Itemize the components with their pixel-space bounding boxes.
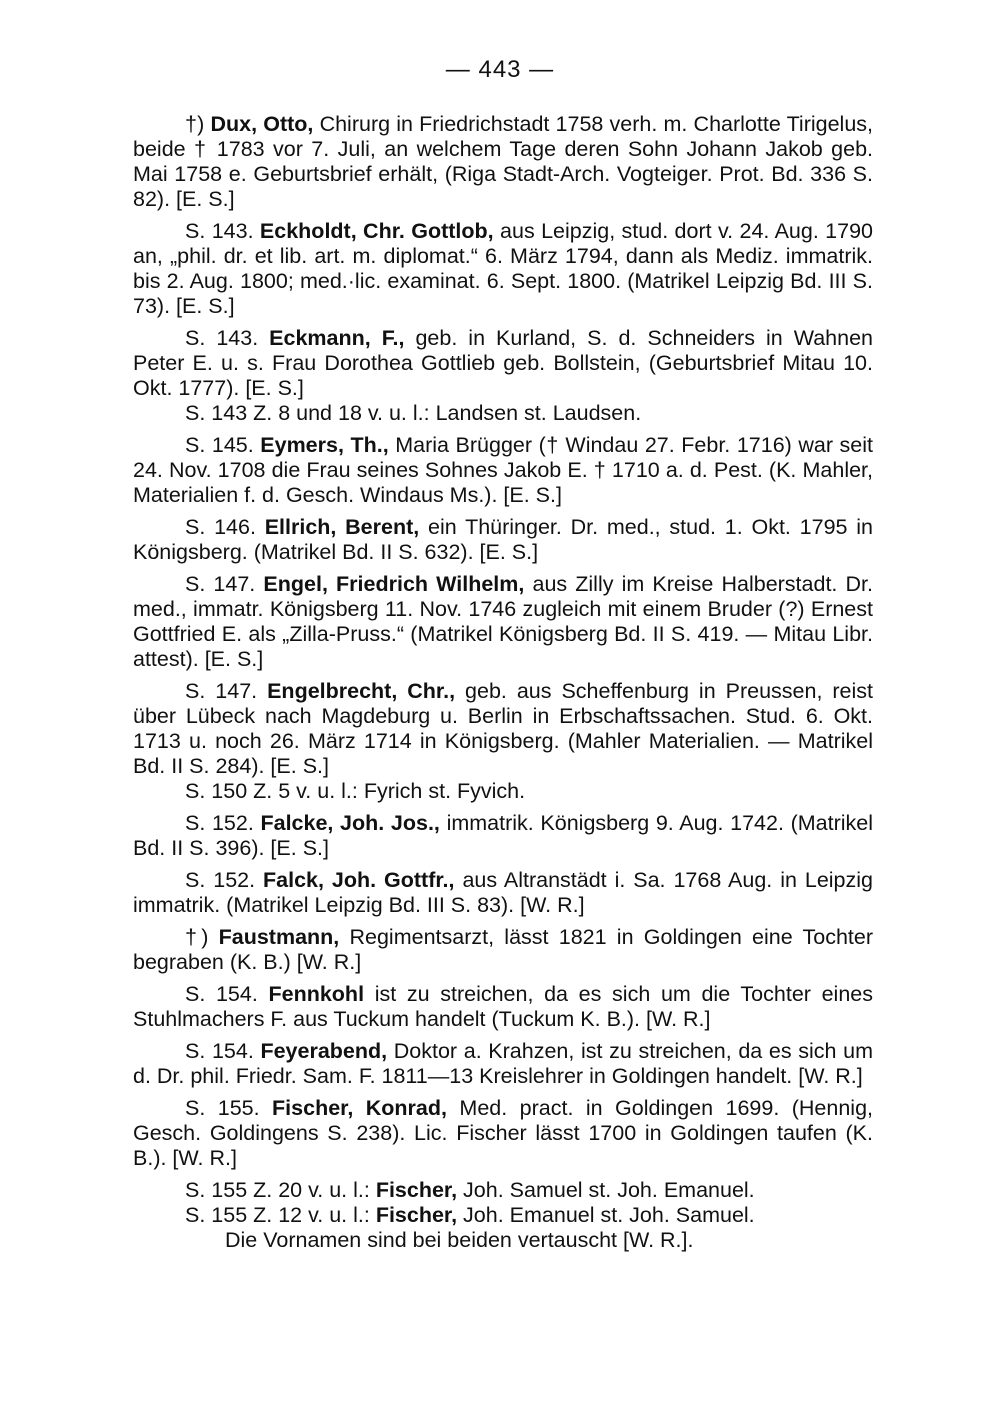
entry-name: Engelbrecht, Chr., xyxy=(267,679,456,703)
entry-falck xyxy=(133,868,873,918)
entry-name: Eymers, Th., xyxy=(260,433,389,457)
entry-text: Joh. Samuel st. Joh. Emanuel. xyxy=(457,1178,755,1202)
entry-text: Chirurg in Friedrichstadt 1758 verh. m. Charlotte Tirigelus, beide † 1783 vor 7. Juli, an welchem Tage deren Sohn Johann Jakob geb. Mai 1758 e. Geburtsbrief erhält, (Riga Stadt-Arch. Vogteiger. Prot. Bd. 336 S. 82). [E. S.] xyxy=(133,112,873,211)
entry-prefix: S. 143. xyxy=(185,326,270,350)
entry-prefix: S. 152. xyxy=(185,811,261,835)
entry-text: geb. in Kurland, S. d. Schneiders in Wahnen Peter E. u. s. Frau Dorothea Gottlieb geb. Bollstein, (Geburtsbrief Mitau 10. Okt. 1777). [E. S.] xyxy=(133,326,873,400)
entry-correction-fischer-20 xyxy=(133,1178,873,1203)
entry-faustmann xyxy=(133,925,873,975)
entry-name: Falcke, Joh. Jos., xyxy=(260,811,440,835)
entry-name: Fischer, xyxy=(375,1203,458,1227)
entry-prefix: †) xyxy=(185,112,211,136)
entry-prefix: S. 143. xyxy=(185,219,260,243)
entry-prefix: S. 154. xyxy=(185,982,269,1006)
entry-list xyxy=(133,112,873,1260)
entry-text: aus Leipzig, stud. dort v. 24. Aug. 1790 an, „phil. dr. et lib. art. m. diplomat.“ 6. März 1794, dann als Mediz. immatrik. bis 2. Aug. 1800; med.·lic. examinat. 6. Sept. 1800. (Matrikel Leipzig Bd. III S. 73). [E. S.] xyxy=(133,219,873,318)
entry-prefix: S. 145. xyxy=(185,433,261,457)
entry-note-vornamen xyxy=(133,1228,873,1253)
entry-prefix: †) xyxy=(185,925,219,949)
entry-text: Regimentsarzt, lässt 1821 in Goldingen eine Tochter begraben (K. B.) [W. R.] xyxy=(133,925,874,974)
entry-fischer-konrad xyxy=(133,1096,873,1171)
entry-prefix: S. 147. xyxy=(185,679,268,703)
entry-engelbrecht xyxy=(133,679,873,779)
entry-name: Eckholdt, Chr. Gottlob, xyxy=(259,219,494,243)
entry-text: Doktor a. Krahzen, ist zu streichen, da es sich um d. Dr. phil. Friedr. Sam. F. 1811—13 Kreislehrer in Goldingen handelt. [W. R.] xyxy=(133,1039,874,1088)
entry-fennkohl xyxy=(133,982,873,1032)
entry-correction-fyrich xyxy=(133,779,873,804)
entry-eckholdt xyxy=(133,219,873,319)
entry-prefix: Die Vornamen sind bei beiden vertauscht [W. R.]. xyxy=(225,1228,694,1252)
entry-feyerabend xyxy=(133,1039,873,1089)
entry-text: Maria Brügger († Windau 27. Febr. 1716) war seit 24. Nov. 1708 die Frau seines Sohnes Jakob E. † 1710 a. d. Pest. (K. Mahler, Materialien f. d. Gesch. Windaus Ms.). [E. S.] xyxy=(133,433,874,507)
entry-ellrich xyxy=(133,515,873,565)
entry-prefix: S. 154. xyxy=(185,1039,261,1063)
entry-prefix: S. 155 Z. 12 v. u. l.: xyxy=(185,1203,376,1227)
entry-prefix: S. 150 Z. 5 v. u. l.: Fyrich st. Fyvich. xyxy=(185,779,526,803)
entry-name: Faustmann, xyxy=(218,925,340,949)
entry-name: Ellrich, Berent, xyxy=(264,515,420,539)
entry-name: Dux, Otto, xyxy=(210,112,314,136)
entry-prefix: S. 152. xyxy=(185,868,264,892)
entry-correction-fischer-12 xyxy=(133,1203,873,1228)
page-number: — 443 — xyxy=(445,56,555,83)
entry-prefix: S. 147. xyxy=(185,572,264,596)
entry-text: aus Zilly im Kreise Halberstadt. Dr. med., immatr. Königsberg 11. Nov. 1746 zugleich mit einem Bruder (?) Ernest Gottfried E. als „Zilla-Pruss.“ (Matrikel Königsberg Bd. II S. 419. — Mitau Libr. attest). [E. S.] xyxy=(133,572,873,671)
entry-prefix: S. 155 Z. 20 v. u. l.: xyxy=(185,1178,376,1202)
entry-text: ein Thüringer. Dr. med., stud. 1. Okt. 1795 in Königsberg. (Matrikel Bd. II S. 632). [E. S.] xyxy=(133,515,873,564)
entry-prefix: S. 143 Z. 8 und 18 v. u. l.: Landsen st. Laudsen. xyxy=(185,401,642,425)
entry-name: Fennkohl xyxy=(268,982,365,1006)
entry-prefix: S. 146. xyxy=(185,515,265,539)
entry-falcke xyxy=(133,811,873,861)
entry-name: Feyerabend, xyxy=(260,1039,388,1063)
entry-text: Med. pract. in Goldingen 1699. (Hennig, Gesch. Goldingens S. 238). Lic. Fischer lässt 1700 in Goldingen taufen (K. B.). [W. R.] xyxy=(133,1096,874,1170)
entry-text: ist zu streichen, da es sich um die Tochter eines Stuhlmachers F. aus Tuckum handelt (Tuckum K. B.). [W. R.] xyxy=(133,982,873,1031)
entry-engel xyxy=(133,572,873,672)
entry-text: aus Altranstädt i. Sa. 1768 Aug. in Leipzig immatrik. (Matrikel Leipzig Bd. III S. 83). [W. R.] xyxy=(133,868,873,917)
entry-eckmann xyxy=(133,326,873,401)
entry-name: Fischer, xyxy=(375,1178,458,1202)
entry-dux xyxy=(133,112,873,212)
entry-eymers xyxy=(133,433,873,508)
entry-correction-landsen xyxy=(133,401,873,426)
entry-text: Joh. Emanuel st. Joh. Samuel. xyxy=(457,1203,755,1227)
entry-prefix: S. 155. xyxy=(185,1096,273,1120)
entry-text: immatrik. Königsberg 9. Aug. 1742. (Matrikel Bd. II S. 396). [E. S.] xyxy=(133,811,874,860)
entry-text: geb. aus Scheffenburg in Preussen, reist über Lübeck nach Magdeburg u. Berlin in Erbschaftssachen. Stud. 6. Okt. 1713 u. noch 26. März 1714 in Königsberg. (Mahler Materialien. — Matrikel Bd. II S. 284). [E. S.] xyxy=(133,679,874,778)
entry-name: Engel, Friedrich Wilhelm, xyxy=(263,572,525,596)
entry-name: Falck, Joh. Gottfr., xyxy=(263,868,455,892)
entry-name: Eckmann, F., xyxy=(269,326,405,350)
entry-name: Fischer, Konrad, xyxy=(272,1096,447,1120)
